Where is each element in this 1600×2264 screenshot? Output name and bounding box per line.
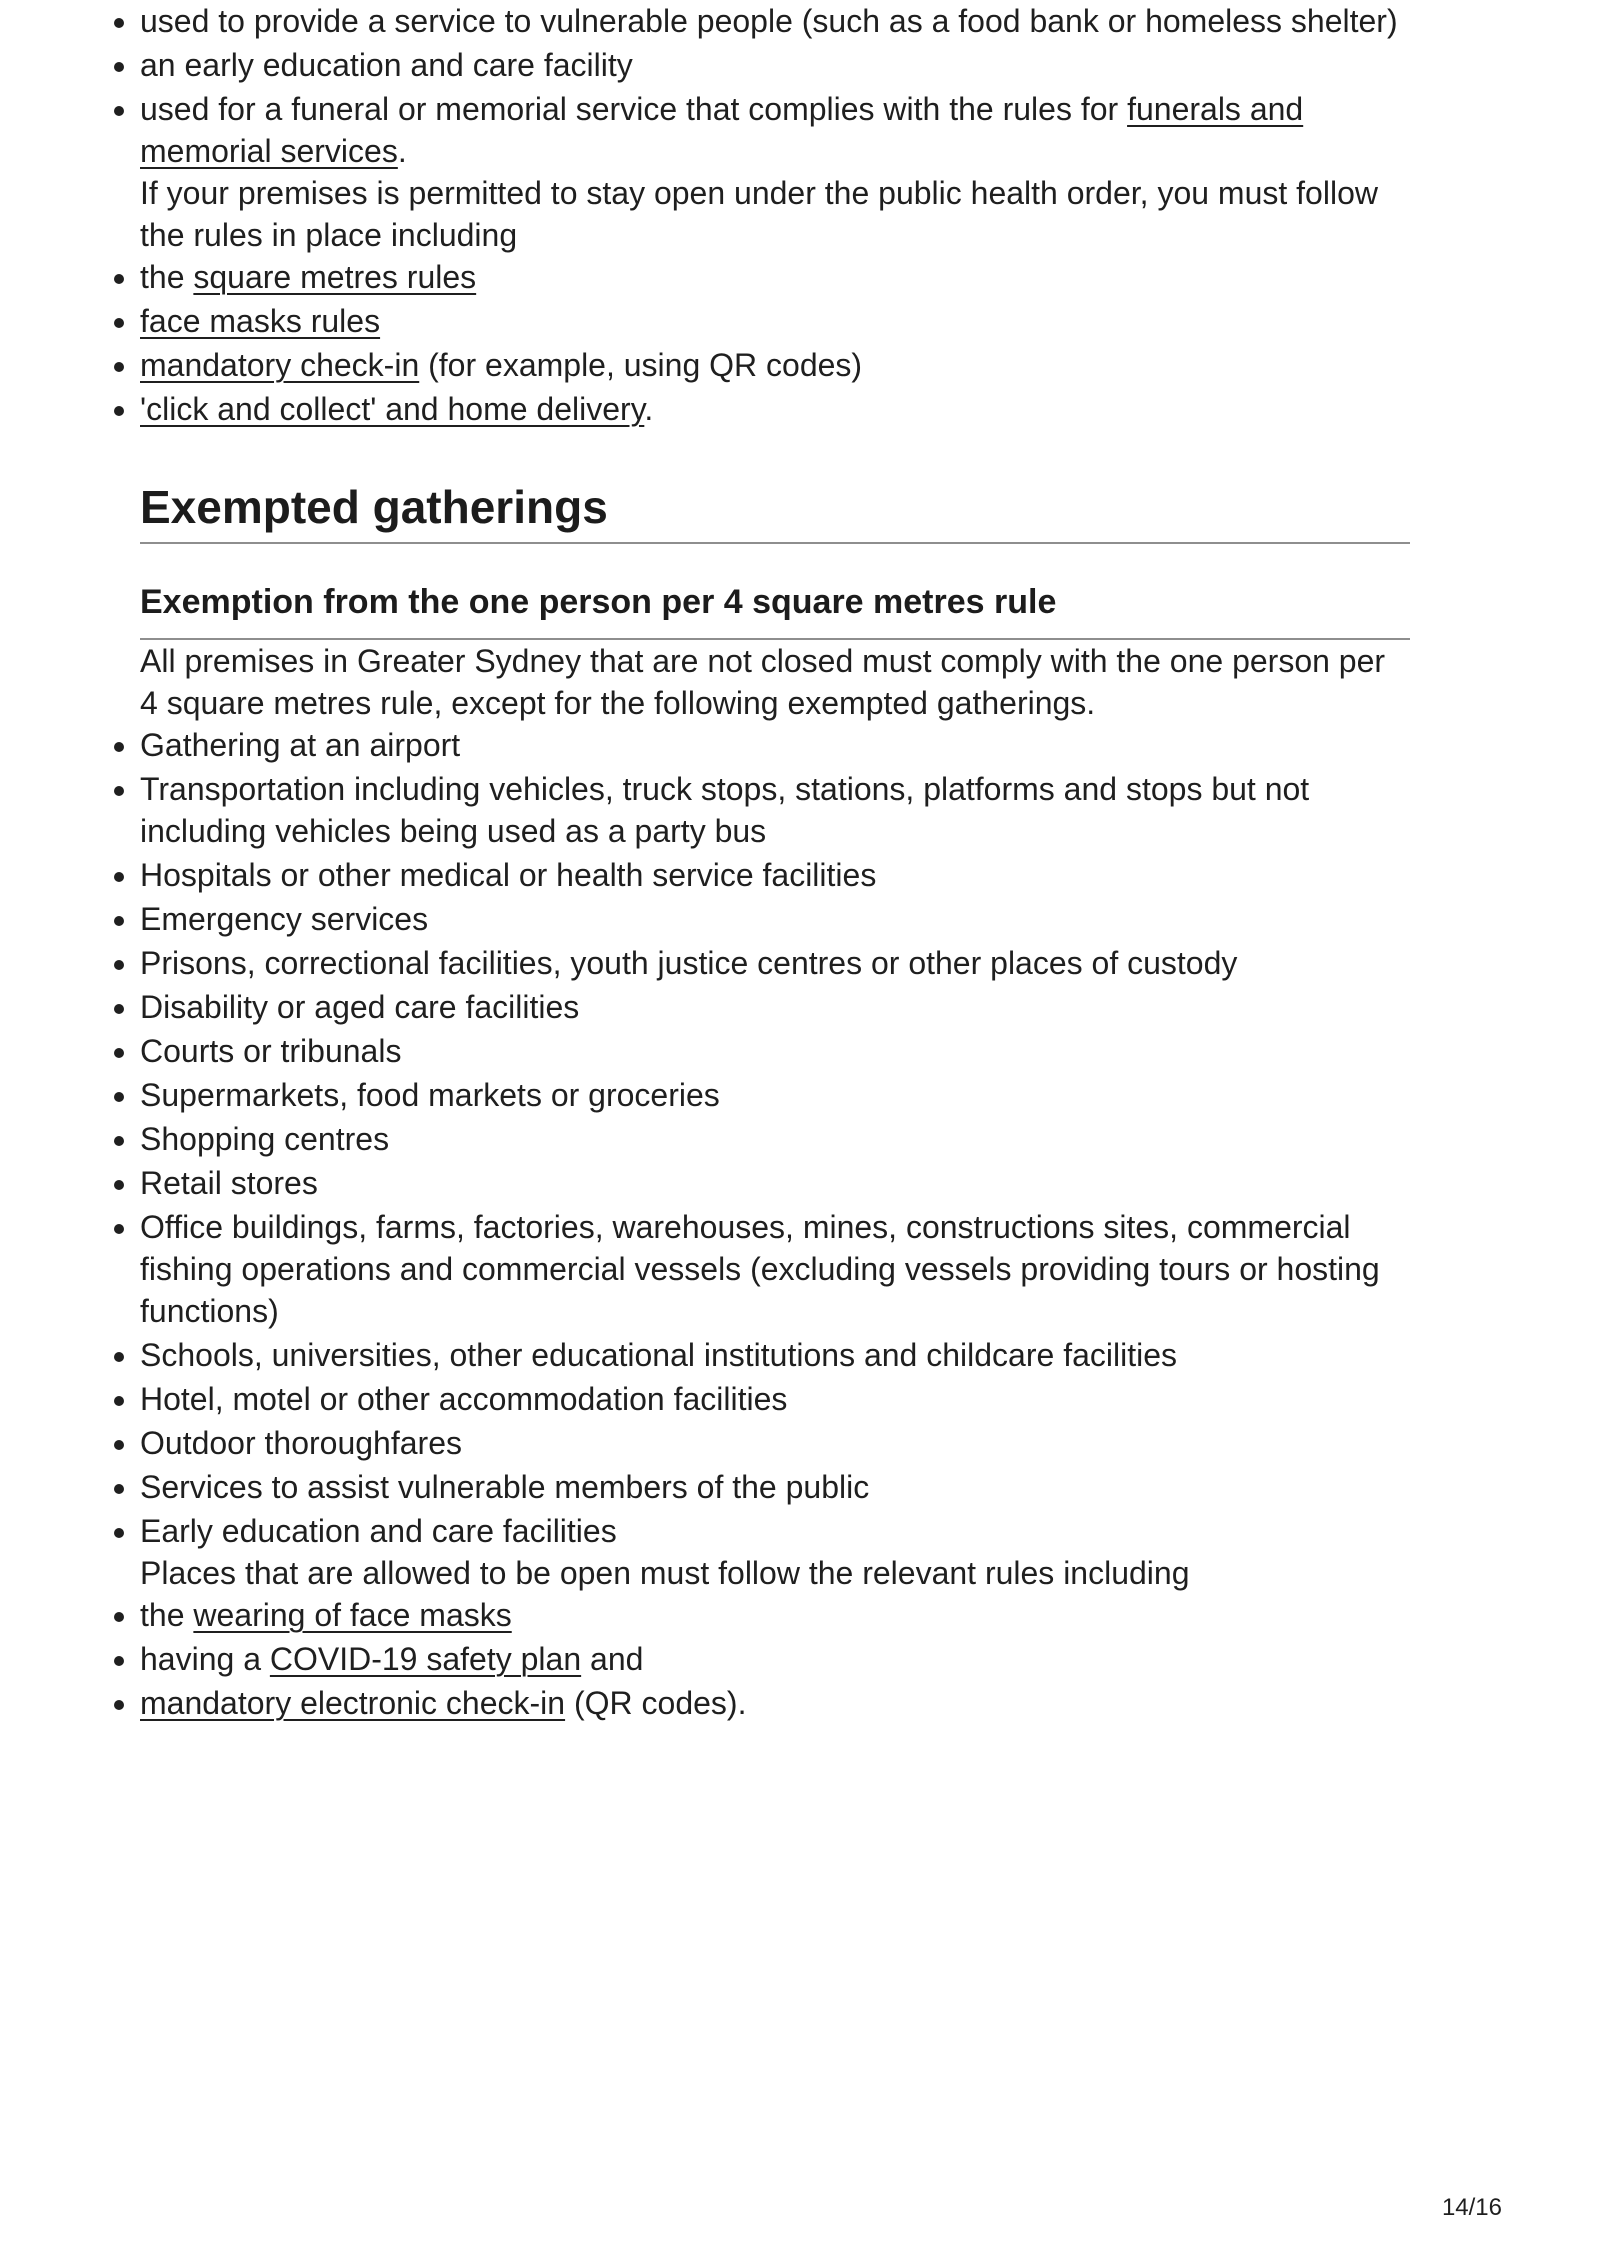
exemption-intro-paragraph: All premises in Greater Sydney that are not closed must comply with the one person per 4 square metres rule, except for the following exempted gatherings. <box>140 643 1386 721</box>
premises-usage-list <box>140 0 1410 172</box>
list-item <box>140 1682 1410 1724</box>
relevant-rules-list <box>140 1594 1410 1724</box>
list-item-text: (QR codes). <box>565 1685 747 1721</box>
list-item: • Courts or tribunals <box>140 1030 1410 1072</box>
covid19-safety-plan-link[interactable]: COVID-19 safety plan <box>269 1641 582 1677</box>
list-item: • Retail stores <box>140 1162 1410 1204</box>
mandatory-check-in-link[interactable]: mandatory check-in <box>140 347 420 383</box>
exemptions-list <box>140 724 1410 1552</box>
list-item: • Supermarkets, food markets or groceries <box>140 1074 1410 1116</box>
open-places-rules-paragraph: Places that are allowed to be open must follow the relevant rules including <box>140 1555 1190 1591</box>
list-item: • Office buildings, farms, factories, warehouses, mines, constructions sites, commercial fishing operations and commercial vessels (excluding vessels providing tours or hosting functions) <box>140 1206 1410 1332</box>
list-item: • Gathering at an airport <box>140 724 1410 766</box>
list-item: • Early education and care facilities <box>140 1510 1410 1552</box>
section-heading: Exempted gatherings <box>140 481 608 533</box>
list-item: • used to provide a service to vulnerable people (such as a food bank or homeless shelter) <box>140 0 1410 42</box>
open-premises-rules-list <box>140 256 1410 430</box>
list-item <box>140 300 1410 342</box>
page-indicator: 14/16 <box>1441 2194 1502 2221</box>
list-item: • Disability or aged care facilities <box>140 986 1410 1028</box>
list-item: • Schools, universities, other educational institutions and childcare facilities <box>140 1334 1410 1376</box>
list-item-text: and <box>581 1641 644 1677</box>
list-item-text: (for example, using QR codes) <box>419 347 863 383</box>
list-item <box>140 344 1410 386</box>
list-item: • an early education and care facility <box>140 44 1410 86</box>
list-item <box>140 88 1410 172</box>
list-item <box>140 1594 1410 1636</box>
heading-divider <box>140 542 1410 544</box>
subsection-heading: Exemption from the one person per 4 square metres rule <box>140 583 1057 621</box>
list-item <box>140 388 1410 430</box>
list-item <box>140 256 1410 298</box>
list-item-text: the <box>140 259 194 295</box>
list-item-text: . <box>644 391 654 427</box>
list-item: • Hotel, motel or other accommodation facilities <box>140 1378 1410 1420</box>
list-item-text: having a <box>140 1641 270 1677</box>
list-item: • Prisons, correctional facilities, youth justice centres or other places of custody <box>140 942 1410 984</box>
list-item-text: . <box>397 133 407 169</box>
open-premises-intro-paragraph: If your premises is permitted to stay open under the public health order, you must follow the rules in place including <box>140 175 1378 253</box>
list-item: • Transportation including vehicles, truck stops, stations, platforms and stops but not including vehicles being used as a party bus <box>140 768 1410 852</box>
list-item-text: used for a funeral or memorial service that complies with the rules for <box>140 91 1128 127</box>
list-item: • Shopping centres <box>140 1118 1410 1160</box>
list-item: • Emergency services <box>140 898 1410 940</box>
list-item: • Hospitals or other medical or health service facilities <box>140 854 1410 896</box>
list-item: • Outdoor thoroughfares <box>140 1422 1410 1464</box>
list-item-text: the <box>140 1597 194 1633</box>
wearing-of-face-masks-link[interactable]: wearing of face masks <box>193 1597 512 1633</box>
face-masks-rules-link[interactable]: face masks rules <box>140 303 381 339</box>
click-and-collect-link[interactable]: 'click and collect' and home delivery <box>140 391 645 427</box>
page-content <box>140 0 1410 1724</box>
list-item <box>140 1638 1410 1680</box>
list-item: • Services to assist vulnerable members of the public <box>140 1466 1410 1508</box>
mandatory-electronic-check-in-link[interactable]: mandatory electronic check-in <box>140 1685 566 1721</box>
square-metres-rules-link[interactable]: square metres rules <box>193 259 477 295</box>
funerals-and-memorial-services-link[interactable]: funerals and memorial services <box>140 91 1304 169</box>
